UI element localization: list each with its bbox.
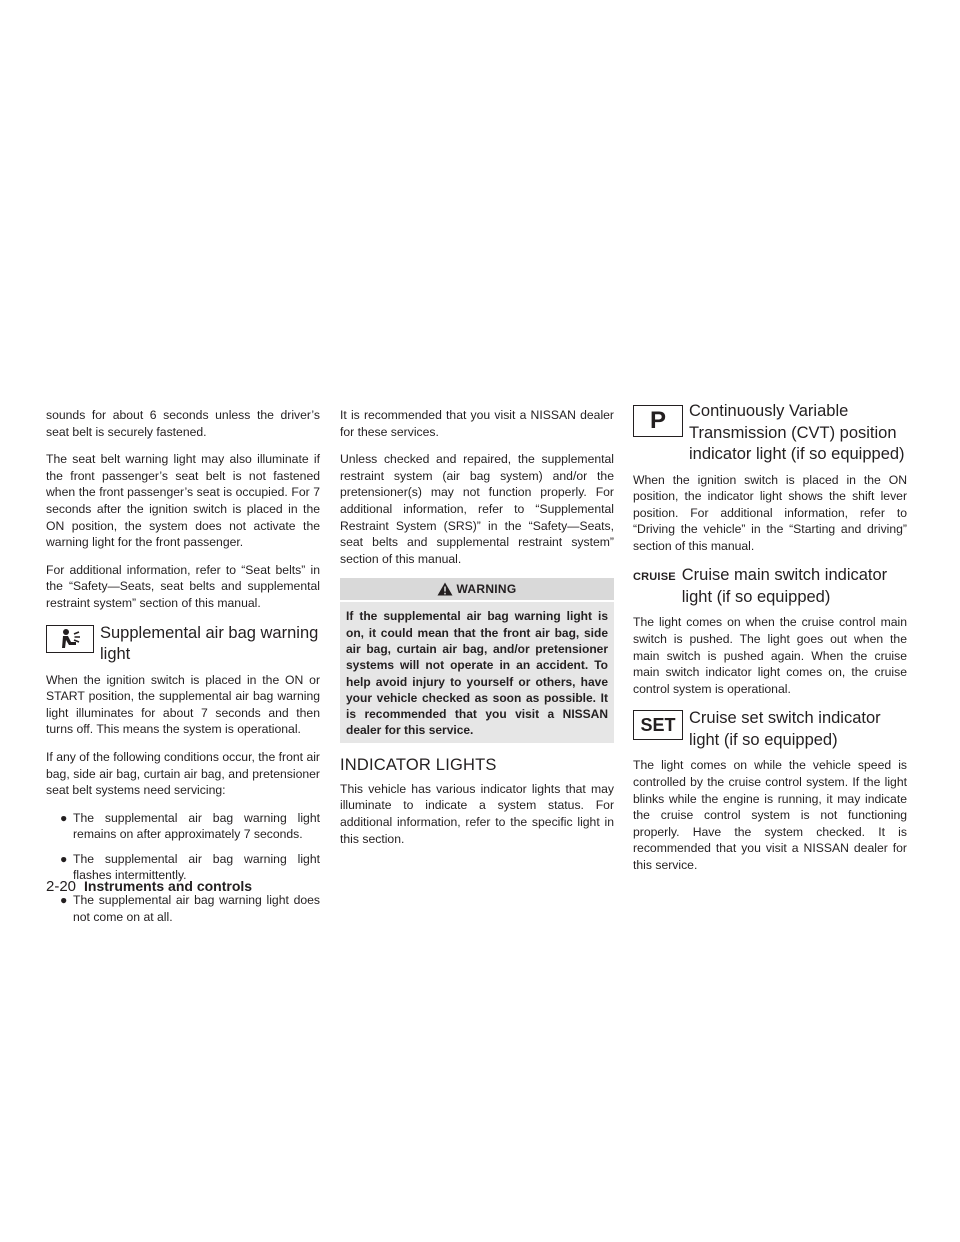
paragraph: The seat belt warning light may also illuminate if the front passenger’s seat belt is not fastened when the front passenger’s seat is occupied. For 7 seconds after the ignition switch is placed in the ON position, the system does not activate the warning light for the front passenger. bbox=[46, 452, 320, 550]
list-item: ● The supplemental air bag warning light does not come on at all. bbox=[60, 893, 320, 924]
cvt-position-icon: P bbox=[633, 405, 683, 437]
section-title: INDICATOR LIGHTS bbox=[340, 755, 497, 774]
cruise-set-icon: SET bbox=[633, 710, 683, 740]
paragraph: sounds for about 6 seconds unless the driver’s seat belt is securely fastened. bbox=[46, 408, 320, 439]
column-middle bbox=[340, 407, 614, 858]
section-heading: Cruise main switch indicator light (if so equipped) bbox=[681, 566, 888, 606]
cruise-main-heading bbox=[633, 565, 907, 608]
airbag-warning-heading bbox=[46, 623, 320, 666]
cvt-indicator-heading bbox=[633, 401, 907, 466]
column-right bbox=[633, 402, 907, 885]
bullet-icon: ● bbox=[60, 893, 68, 908]
page-footer bbox=[46, 878, 252, 895]
paragraph: When the ignition switch is placed in the ON or START position, the supplemental air bag warning light illuminates for about 7 seconds and then turns off. This means the system is operational. bbox=[46, 672, 320, 737]
section-heading: Supplemental air bag warning light bbox=[100, 623, 319, 664]
page-number: 2-20 bbox=[46, 878, 77, 895]
chapter-title: Instruments and controls bbox=[84, 878, 253, 894]
list-item: ● The supplemental air bag warning light flashes intermittently. bbox=[60, 851, 320, 883]
paragraph: For additional information, refer to “Seat belts” in the “Safety—Seats, seat belts and supplemental restraint system” section of this manual. bbox=[46, 562, 320, 610]
bullet-icon: ● bbox=[60, 851, 68, 866]
bullet-list bbox=[46, 810, 320, 926]
cruise-set-heading bbox=[633, 708, 907, 751]
paragraph: This vehicle has various indicator lights that may illuminate to indicate a system status. For additional information, refer to the specific light in this section. bbox=[340, 781, 614, 846]
paragraph: When the ignition switch is placed in the ON position, the indicator light shows the shift lever position. For additional information, refer to “Driving the vehicle” in the “Starting and driving” section of this manual. bbox=[633, 472, 907, 553]
bullet-icon: ● bbox=[60, 810, 68, 825]
paragraph: If any of the following conditions occur, the front air bag, side air bag, curtain air bag, and pretensioner seat belt systems need servicing: bbox=[46, 749, 320, 798]
warning-header bbox=[340, 578, 614, 600]
paragraph: The light comes on when the cruise control main switch is pushed. The light goes out when the main switch is pushed again. When the cruise main switch indicator light comes on, the cruise control system is operational. bbox=[633, 615, 907, 696]
paragraph: The light comes on while the vehicle speed is controlled by the cruise control system. If the light blinks while the engine is running, it may indicate the cruise control system is not functioning properly. Have the system checked. It is recommended that you visit a NISSAN dealer for this service. bbox=[633, 758, 907, 872]
cruise-icon: CRUISE bbox=[633, 571, 676, 584]
paragraph: Unless checked and repaired, the supplemental restraint system (air bag system) and/or the pretensioner(s) may not function properly. For additional information, refer to “Supplemental Restraint System (SRS)” in the “Safety—Seats, seat belts and supplemental restraint system” section of this manual. bbox=[340, 452, 614, 566]
list-item: ● The supplemental air bag warning light remains on after approximately 7 seconds. bbox=[60, 810, 320, 842]
paragraph: It is recommended that you visit a NISSAN dealer for these services. bbox=[340, 408, 614, 439]
warning-title: WARNING bbox=[456, 582, 517, 597]
airbag-warning-icon bbox=[46, 625, 94, 653]
warning-box bbox=[340, 578, 614, 742]
column-left bbox=[46, 407, 320, 933]
section-heading: Continuously Variable Transmission (CVT) position indicator light (if so equipped) bbox=[689, 402, 905, 463]
section-heading: Cruise set switch indicator light (if so equipped) bbox=[689, 709, 881, 749]
warning-text: If the supplemental air bag warning light is on, it could mean that the front air bag, side air bag, curtain air bag, and/or pretensioner systems will not operate in an accident. To help avoid injury to yourself or others, have your vehicle checked as soon as possible. It is recommended that you visit a NISSAN dealer for this service. bbox=[340, 602, 614, 742]
warning-triangle-icon bbox=[437, 582, 453, 596]
